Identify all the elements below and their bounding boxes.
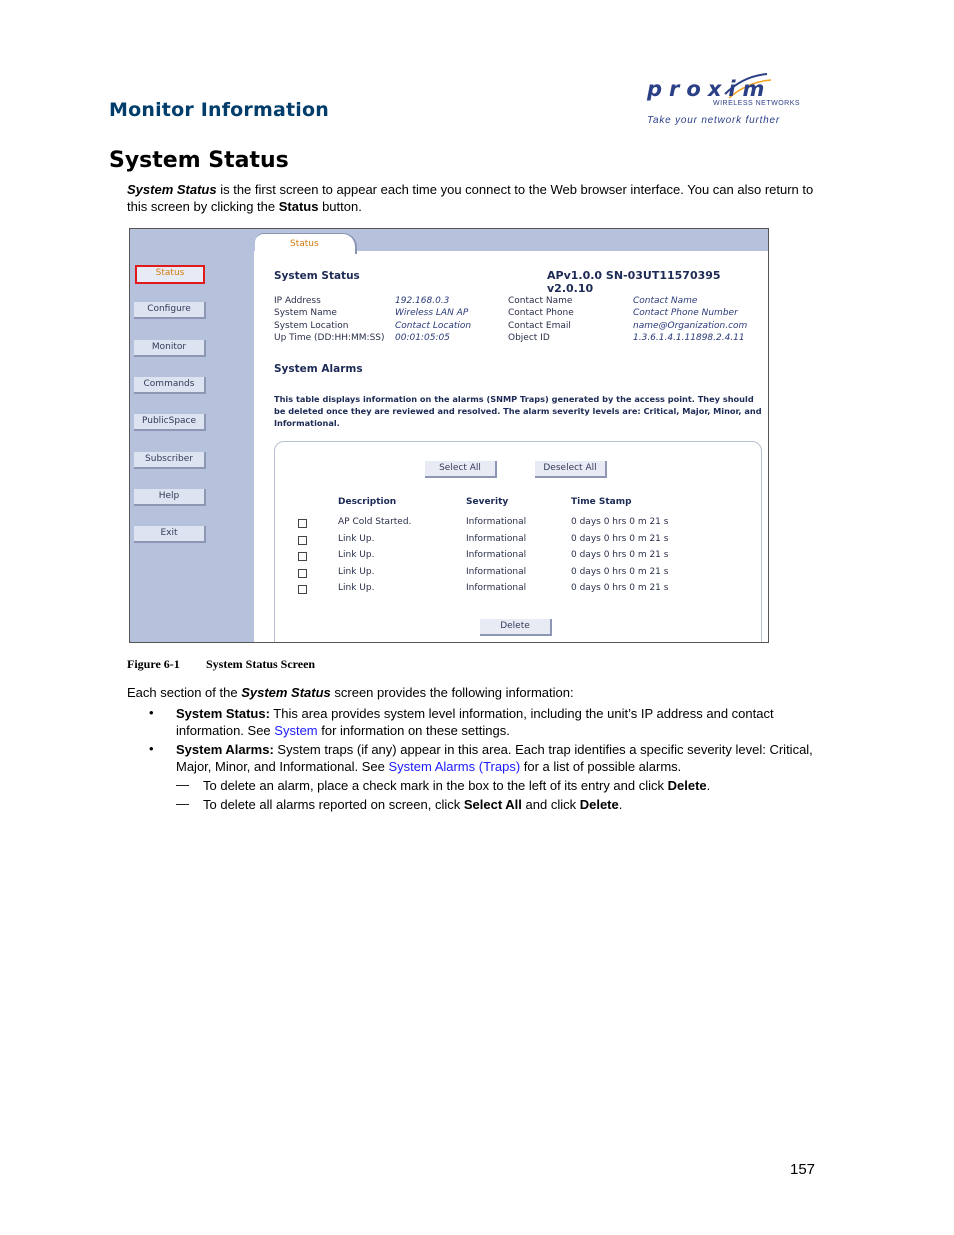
dash-marker: — — [176, 796, 189, 811]
info-value: Contact Name — [633, 296, 698, 306]
alarm-time: 0 days 0 hrs 0 m 21 s — [571, 567, 669, 577]
each-bold: System Status — [241, 685, 331, 700]
alarm-severity: Informational — [466, 567, 527, 577]
nav-configure-button[interactable]: Configure — [134, 302, 206, 319]
alarm-severity: Informational — [466, 583, 527, 593]
sub-text1: To delete all alarms reported on screen, click — [203, 797, 464, 812]
intro-text1: is the first screen to appear each time you connect to the Web browser interface. You can also return to this screen by clicking the — [127, 182, 814, 214]
info-label: System Location — [274, 321, 349, 331]
nav-sidebar — [130, 229, 254, 642]
info-label: Contact Email — [508, 321, 571, 331]
bullet-text2: for a list of possible alarms. — [520, 759, 682, 774]
column-severity: Severity — [466, 497, 509, 507]
alarms-panel — [274, 441, 762, 643]
column-time-stamp: Time Stamp — [571, 497, 632, 507]
deselect-all-button[interactable]: Deselect All — [535, 461, 607, 478]
bullet-bold: System Alarms: — [176, 742, 274, 757]
info-label: Up Time (DD:HH:MM:SS) — [274, 333, 385, 343]
alarm-checkbox[interactable] — [298, 519, 307, 528]
each-section-paragraph — [127, 684, 827, 701]
figure-caption — [127, 657, 315, 672]
alarm-checkbox[interactable] — [298, 585, 307, 594]
sub-bold2: Delete — [579, 797, 619, 812]
sub-text3: . — [618, 797, 623, 812]
sub-item-delete-all — [203, 796, 823, 813]
info-label: IP Address — [274, 296, 321, 306]
alarm-severity: Informational — [466, 550, 527, 560]
info-label: Object ID — [508, 333, 550, 343]
sub-bold1: Select All — [463, 797, 522, 812]
info-label: System Name — [274, 308, 337, 318]
select-all-button[interactable]: Select All — [425, 461, 497, 478]
info-value: 00:01:05:05 — [395, 333, 450, 343]
alarm-description: Link Up. — [338, 583, 375, 593]
info-value: Contact Phone Number — [633, 308, 738, 318]
info-value: name@Organization.com — [633, 321, 748, 331]
tab-status-label: Status — [290, 239, 319, 249]
system-alarms-heading: System Alarms — [274, 363, 363, 375]
tab-status[interactable] — [255, 233, 357, 254]
bullet-system-alarms — [176, 741, 816, 775]
column-description: Description — [338, 497, 397, 507]
sub-item-delete-alarm — [203, 777, 823, 794]
nav-subscriber-button[interactable]: Subscriber — [134, 452, 206, 469]
bullet-marker: • — [149, 705, 154, 720]
alarm-description: AP Cold Started. — [338, 517, 412, 527]
logo-brand: proxim — [647, 77, 772, 101]
info-value: 192.168.0.3 — [395, 296, 450, 306]
intro-bold: Status — [278, 199, 319, 214]
figure-title: System Status Screen — [206, 657, 316, 671]
info-value: Wireless LAN AP — [395, 308, 469, 318]
figure-number: Figure 6-1 — [127, 657, 180, 671]
info-value: Contact Location — [395, 321, 472, 331]
sub-text2: . — [706, 778, 711, 793]
sub-text1: To delete an alarm, place a check mark in the box to the left of its entry and click — [203, 778, 668, 793]
bullet-text2: for information on these settings. — [317, 723, 510, 738]
system-alarms-link[interactable]: System Alarms (Traps) — [388, 759, 521, 774]
section-title: Monitor Information — [109, 99, 329, 121]
intro-text2: button. — [318, 199, 362, 214]
alarms-description: This table displays information on the alarms (SNMP Traps) generated by the access point. They should be deleted once they are reviewed and resolved. The alarm severity levels are: Critical, Major, Minor, and Informational. — [274, 394, 762, 428]
firmware-version: APv1.0.0 SN-03UT11570395 v2.0.10 — [547, 269, 721, 295]
nav-exit-button[interactable]: Exit — [134, 526, 206, 543]
bullet-marker: • — [149, 741, 154, 756]
alarm-time: 0 days 0 hrs 0 m 21 s — [571, 534, 669, 544]
alarm-time: 0 days 0 hrs 0 m 21 s — [571, 517, 669, 527]
dash-marker: — — [176, 777, 189, 792]
page-heading: System Status — [109, 148, 289, 173]
alarm-severity: Informational — [466, 517, 527, 527]
intro-lead: System Status — [127, 182, 217, 197]
nav-monitor-button[interactable]: Monitor — [134, 340, 206, 357]
delete-button[interactable]: Delete — [480, 619, 552, 636]
logo-tagline: Take your network further — [647, 115, 781, 126]
alarm-severity: Informational — [466, 534, 527, 544]
nav-status-button[interactable]: Status — [135, 265, 205, 284]
page-number: 157 — [790, 1161, 816, 1178]
alarm-checkbox[interactable] — [298, 569, 307, 578]
proxim-logo — [645, 72, 805, 132]
sub-bold1: Delete — [667, 778, 707, 793]
system-status-screenshot — [129, 228, 769, 643]
info-label: Contact Phone — [508, 308, 574, 318]
nav-help-button[interactable]: Help — [134, 489, 206, 506]
nav-commands-button[interactable]: Commands — [134, 377, 206, 394]
sub-text2: and click — [521, 797, 580, 812]
info-value: 1.3.6.1.4.1.11898.2.4.11 — [633, 333, 745, 343]
bullet-bold: System Status: — [176, 706, 270, 721]
alarm-description: Link Up. — [338, 567, 375, 577]
alarm-time: 0 days 0 hrs 0 m 21 s — [571, 550, 669, 560]
bullet-text1: System traps (if any) appear in this area. Each trap identifies a specific severity level: Critical, Major, Minor, and Informational. See — [176, 742, 813, 774]
intro-paragraph — [127, 181, 827, 215]
logo-subtitle: WIRELESS NETWORKS — [713, 100, 801, 107]
alarm-description: Link Up. — [338, 550, 375, 560]
bullet-text1: This area provides system level information, including the unit’s IP address and contact information. See — [176, 706, 774, 738]
system-status-heading: System Status — [274, 270, 360, 282]
alarm-checkbox[interactable] — [298, 536, 307, 545]
alarm-time: 0 days 0 hrs 0 m 21 s — [571, 583, 669, 593]
system-link[interactable]: System — [274, 723, 318, 738]
bullet-system-status — [176, 705, 816, 739]
alarm-description: Link Up. — [338, 534, 375, 544]
nav-publicspace-button[interactable]: PublicSpace — [134, 414, 206, 431]
each-text1: Each section of the — [127, 685, 242, 700]
each-text2: screen provides the following information: — [330, 685, 574, 700]
info-label: Contact Name — [508, 296, 573, 306]
alarm-checkbox[interactable] — [298, 552, 307, 561]
